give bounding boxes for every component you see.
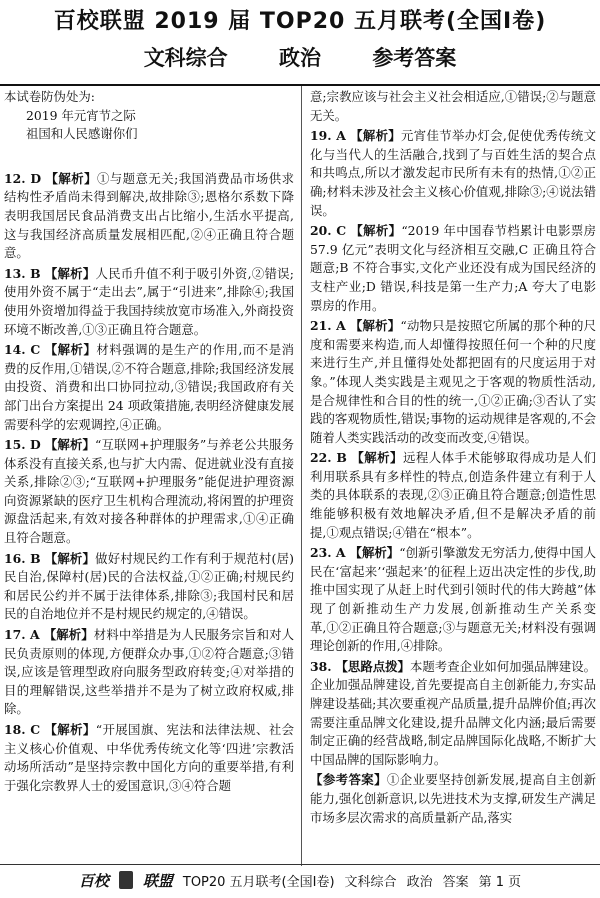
footer-subject: 文科综合 — [344, 874, 397, 890]
answer-text: 远程人体手术能够取得成功是人们利用联系具有多样性的特点,创造条件建立有利于人类的具体联系的表现,②③正确且符合题意;创造性思维能够积极有效地解决矛盾,但不是解决矛盾的前提,①观点错误;④错在“根本”。 — [310, 450, 596, 540]
left-answer-list — [4, 170, 294, 796]
answer-text: ①与题意无关;我国消费品市场供求结构性矛盾尚未得到解决,故排除③;恩格尔系数下降表明我国居民食品消费支出占比缩小,生活水平提高,这与我国经济高质量发展相匹配,②④正确且符合题意。 — [4, 170, 294, 261]
answer-item — [4, 170, 294, 263]
answer-number: 21. A — [310, 318, 346, 334]
answer-item — [4, 265, 294, 339]
answer-tag: 【思路点拨】 — [335, 658, 410, 674]
answer-number: 16. B — [4, 550, 41, 566]
answer-number: 22. B — [310, 450, 347, 466]
answer-tag: 【解析】 — [44, 722, 96, 737]
answer-number: 12. D — [4, 170, 42, 186]
footer-course: 政治 — [406, 874, 433, 890]
answer-number: 13. B — [4, 265, 41, 281]
answer-number: 15. D — [4, 437, 41, 453]
answer-item — [310, 658, 596, 770]
answer-number: 18. C — [4, 722, 41, 737]
answer-tag: 【参考答案】 — [310, 772, 387, 788]
answer-text: 本题考查企业如何加强品牌建设。企业加强品牌建设,首先要提高自主创新能力,夯实品牌建设基础;其次要重视产品质量,提升品牌价值;再次需要注重品牌文化建设,提升品牌文化内涵;最后需要制定正确的经营战略,制定品牌国际化战略,不断扩大中国品牌的国际影响力。 — [310, 658, 596, 767]
answer-item — [310, 449, 596, 542]
answer-tag: 【解析】 — [349, 318, 401, 334]
right-answer-list — [310, 88, 596, 827]
answer-text: 意;宗教应该与社会主义社会相适应,①错误;②与题意无关。 — [310, 89, 596, 123]
answer-tag: 【解析】 — [350, 128, 402, 144]
answer-number: 19. A — [310, 128, 346, 144]
answer-text: 元宵佳节举办灯会,促使优秀传统文化与当代人的生活融合,找到了与百姓生活的契合点和共鸣点,所以才激发起市民所有未有的热情,①②正确;材料未涉及社会主义核心价值观,排除③;④说法错误。 — [310, 128, 596, 218]
answer-tag: 【解析】 — [44, 437, 96, 453]
answer-text: 做好村规民约工作有利于规范村(居)民自治,保障村(居)民的合法权益,①②正确;村规民约和居民公约并不属于法律体系,排除③;我国村民和居民的自治地位并不是村规民约规定的,④错误。 — [4, 550, 295, 622]
answer-item — [4, 436, 294, 548]
footer-brand-text: 联盟 — [142, 871, 173, 890]
footer-doc: 答案 — [442, 874, 469, 890]
answer-text: ①企业要坚持创新发展,提高自主创新能力,强化创新意识,以先进技术为支撑,研发生产满足市场多层次需求的高质量新产品,落实 — [310, 772, 596, 825]
answer-item — [4, 550, 294, 624]
footer-exam: TOP20 五月联考(全国Ⅰ卷) — [182, 874, 335, 890]
answer-text: “互联网+护理服务”与养老公共服务体系没有直接关系,也与扩大内需、促进就业没有直接关系,排除②③;“互联网+护理服务”能促进护理资源向资源紧缺的医疗卫生机构合理流动,将闲置的护理资源盘活起来,有效对接各种群体的护理需求,①④正确且符合题意。 — [4, 437, 294, 546]
answer-text: “动物只是按照它所属的那个种的尺度和需要来构造,而人却懂得按照任何一个种的尺度来进行生产,并且懂得处处都把固有的尺度运用于对象。”体现人类实践是主观见之于客观的物质性活动,是合规律性和合目的性的统一,①②正确;③否认了实践的客观物质性,错误;事物的运动规律是客观的,不会随着人类实践活动的改变而改变,④错误。 — [310, 318, 596, 445]
anti-fake-label: 本试卷防伪处为: — [4, 89, 95, 104]
answer-text: 材料中举措是为人民服务宗旨和对人民负责原则的体现,方便群众办事,①②符合题意;③错误,应该是管理型政府向服务型政府转变;④对举措的目的理解错误,这些举措并不是为了树立政府权威,排除。 — [4, 627, 295, 717]
page-title: 百校联盟 2019 届 TOP20 五月联考(全国Ⅰ卷) — [53, 9, 547, 34]
answer-item — [310, 222, 596, 315]
course-label: 政治 — [279, 46, 321, 70]
answer-item — [310, 544, 596, 656]
answer-item — [310, 317, 596, 447]
page-subtitle — [0, 42, 600, 72]
answer-number: 14. C — [4, 342, 41, 358]
anti-fake-line1: 2019 年元宵节之际 — [26, 107, 136, 123]
answer-number: 23. A — [310, 545, 346, 561]
answer-item — [310, 771, 596, 827]
answer-text: “开展国旗、宪法和法律法规、社会主义核心价值观、中华优秀传统文化等‘四进’宗教活动场所活动”是坚持宗教中国化方向的重要举措,有利于强化宗教界人士的爱国意识,③④符合题 — [4, 722, 295, 793]
page-footer — [0, 864, 600, 895]
answer-tag: 【解析】 — [349, 545, 400, 561]
answer-item — [4, 341, 294, 434]
answer-tag: 【解析】 — [44, 265, 96, 281]
answer-item — [310, 88, 596, 125]
subject-label: 文科综合 — [143, 46, 228, 70]
answer-tag: 【解析】 — [44, 342, 97, 358]
footer-page: 第 1 页 — [478, 874, 522, 890]
answer-item — [310, 127, 596, 220]
answer-item — [4, 721, 294, 795]
answer-tag: 【解析】 — [43, 627, 94, 643]
answer-number: 38. — [310, 658, 332, 674]
answer-number: 17. A — [4, 627, 40, 643]
answer-text: 材料强调的是生产的作用,而不是消费的反作用,①错误,②不符合题意,排除;我国经济发展由投资、消费和出口协同拉动,③错误;我国政府有关部门出台方案提出 24 项政策措施,表明经济健康发展需要科学的宏观调控,④正确。 — [4, 342, 295, 432]
column-divider — [301, 86, 302, 866]
answer-tag: 【解析】 — [44, 550, 96, 566]
answer-item — [4, 626, 294, 719]
answer-text: 人民币升值不利于吸引外资,②错误;使用外资不属于“走出去”,属于“引进来”,排除④;我国使用外资增加得益于我国持续放宽市场准入,外商投资环境不断改善,①③正确且符合题意。 — [4, 265, 294, 337]
anti-fake-note — [4, 88, 294, 144]
doc-type-label: 参考答案 — [372, 46, 457, 70]
left-column — [4, 88, 294, 797]
answer-number: 20. C — [310, 223, 347, 239]
answer-text: “2019 年中国春节档累计电影票房 57.9 亿元”表明文化与经济相互交融,C 正确且符合题意;B 不符合事实,文化产业还没有成为国民经济的支柱产业;D 错误,科技是第一生产力;A 夸大了电影票房的作用。 — [310, 223, 597, 313]
answer-tag: 【解析】 — [45, 170, 97, 186]
answer-text: “创新引擎激发无穷活力,使得中国人民在‘富起来’‘强起来’的征程上迈出决定性的步伐,助推中国实现了从赶上时代到引领时代的伟大跨越”体现了创新推动生产力发展,创新推动生产关系变革,①②正确且符合题意;③与题意无关;材料没有强调理论创新的作用,④排除。 — [310, 545, 596, 654]
header-rule — [0, 84, 600, 86]
answer-tag: 【解析】 — [351, 450, 403, 466]
anti-fake-line2: 祖国和人民感谢你们 — [26, 126, 138, 142]
footer-logo-text: 百校 — [78, 871, 109, 890]
footer-seal-icon — [119, 871, 133, 889]
answer-tag: 【解析】 — [350, 223, 402, 239]
right-column — [310, 88, 596, 829]
